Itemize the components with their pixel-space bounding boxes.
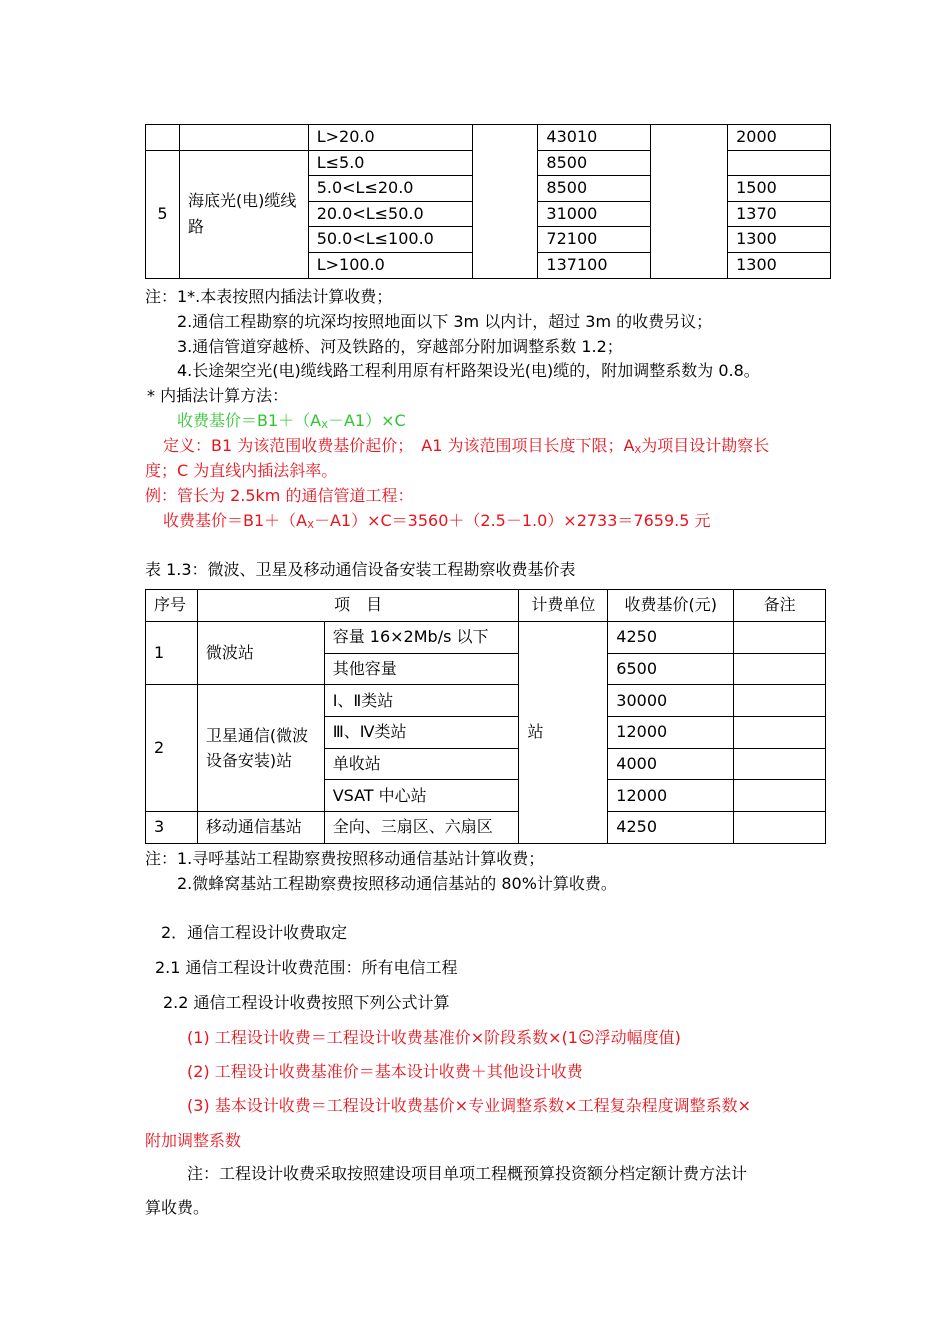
unit-cell: 站 bbox=[519, 622, 608, 844]
interp-title: * 内插法计算方法： bbox=[147, 386, 289, 405]
header-unit: 计费单位 bbox=[519, 590, 608, 622]
table-row bbox=[146, 812, 826, 844]
sub-item: VSAT 中心站 bbox=[324, 780, 519, 812]
sub-item: Ⅲ、Ⅳ类站 bbox=[324, 717, 519, 749]
sub-item: 容量 16×2Mb/s 以下 bbox=[324, 622, 519, 654]
note-1: 注：1*.本表按照内插法计算收费； bbox=[145, 287, 393, 306]
note-3: 3.通信管道穿越桥、河及铁路的，穿越部分附加调整系数 1.2； bbox=[177, 337, 623, 356]
sub-item: Ⅰ、Ⅱ类站 bbox=[324, 685, 519, 717]
group-no: 3 bbox=[146, 812, 198, 844]
definition-line-2: 度；C 为直线内插法斜率。 bbox=[145, 461, 338, 480]
sub-item: 其他容量 bbox=[324, 653, 519, 685]
item-name: 海底光(电)缆线路 bbox=[179, 150, 308, 278]
section-title: 2．通信工程设计收费取定 bbox=[161, 923, 348, 942]
group-name: 卫星通信(微波设备安装)站 bbox=[197, 685, 324, 812]
formula-1: (1) 工程设计收费＝工程设计收费基准价×阶段系数×(1☺浮动幅度值) bbox=[187, 1028, 681, 1047]
equipment-survey-table bbox=[145, 589, 826, 844]
price-cell: 137100 bbox=[538, 252, 651, 278]
price-cell: 8500 bbox=[538, 176, 651, 202]
length-cell: L≤5.0 bbox=[308, 150, 472, 176]
group-no: 2 bbox=[146, 685, 198, 812]
design-note-line-1: 注：工程设计收费采取按照建设项目单项工程概预算投资额分档定额计费方法计 bbox=[187, 1164, 748, 1183]
section-2-1: 2.1 通信工程设计收费范围：所有电信工程 bbox=[155, 958, 458, 977]
definition-line-1: 定义：B1 为该范围收费基价起价； A1 为该范围项目长度下限；$A_X$为项目设计勘察长 bbox=[163, 436, 770, 456]
table-header-row bbox=[146, 590, 826, 622]
length-cell: 20.0<L≤50.0 bbox=[308, 201, 472, 227]
price-cell: 30000 bbox=[608, 685, 734, 717]
note-2-2: 2.微蜂窝基站工程勘察费按照移动通信基站的 80%计算收费。 bbox=[177, 874, 617, 893]
length-cell: 5.0<L≤20.0 bbox=[308, 176, 472, 202]
item-no: 5 bbox=[146, 150, 180, 278]
note-4: 4.长途架空光(电)缆线路工程利用原有杆路架设光(电)缆的，附加调整系数为 0.8。 bbox=[177, 361, 760, 380]
formula-2: (2) 工程设计收费基准价＝基本设计收费＋其他设计收费 bbox=[187, 1062, 583, 1081]
price-cell: 4250 bbox=[608, 622, 734, 654]
table-row bbox=[146, 685, 826, 717]
note-cell bbox=[728, 150, 831, 176]
price-cell: 4000 bbox=[608, 748, 734, 780]
header-no: 序号 bbox=[146, 590, 198, 622]
price-cell: 31000 bbox=[538, 201, 651, 227]
note-2: 2.通信工程勘察的坑深均按照地面以下 3m 以内计，超过 3m 的收费另议； bbox=[177, 312, 713, 331]
note-cell: 1300 bbox=[728, 227, 831, 253]
price-cell: 4250 bbox=[608, 812, 734, 844]
price-cell: 12000 bbox=[608, 717, 734, 749]
sub-item: 单收站 bbox=[324, 748, 519, 780]
interp-formula: 收费基价$=B1+(A_X-A1)\times C$ bbox=[177, 411, 406, 431]
group-no: 1 bbox=[146, 622, 198, 685]
cable-survey-table bbox=[145, 124, 831, 279]
note-cell: 2000 bbox=[728, 125, 831, 151]
example-formula: 收费基价$=B1+(A_X-A1)\times C=3560+(2.5-1.0)\times 2733=7659.5$ 元 bbox=[163, 511, 711, 531]
table-row bbox=[146, 125, 831, 151]
formula-3-line-1: (3) 基本设计收费＝工程设计收费基价×专业调整系数×工程复杂程度调整系数× bbox=[187, 1096, 751, 1115]
length-cell: 50.0<L≤100.0 bbox=[308, 227, 472, 253]
example-title: 例：管长为 2.5km 的通信管道工程： bbox=[145, 486, 414, 505]
table-row bbox=[146, 622, 826, 654]
sub-item: 全向、三扇区、六扇区 bbox=[324, 812, 519, 844]
length-cell: L>20.0 bbox=[308, 125, 472, 151]
price-cell: 72100 bbox=[538, 227, 651, 253]
price-cell: 12000 bbox=[608, 780, 734, 812]
header-remark: 备注 bbox=[734, 590, 826, 622]
note-cell: 1370 bbox=[728, 201, 831, 227]
price-cell: 8500 bbox=[538, 150, 651, 176]
header-item: 项 目 bbox=[197, 590, 519, 622]
table-caption: 表 1.3：微波、卫星及移动通信设备安装工程勘察收费基价表 bbox=[145, 560, 576, 579]
length-cell: L>100.0 bbox=[308, 252, 472, 278]
note-cell: 1300 bbox=[728, 252, 831, 278]
section-2-2: 2.2 通信工程设计收费按照下列公式计算 bbox=[163, 993, 450, 1012]
note-2-1: 注：1.寻呼基站工程勘察费按照移动通信基站计算收费； bbox=[145, 849, 545, 868]
price-cell: 43010 bbox=[538, 125, 651, 151]
formula-3-line-2: 附加调整系数 bbox=[145, 1131, 242, 1150]
group-name: 移动通信基站 bbox=[197, 812, 324, 844]
note-cell: 1500 bbox=[728, 176, 831, 202]
group-name: 微波站 bbox=[197, 622, 324, 685]
price-cell: 6500 bbox=[608, 653, 734, 685]
header-price: 收费基价(元) bbox=[608, 590, 734, 622]
design-note-line-2: 算收费。 bbox=[145, 1198, 210, 1217]
